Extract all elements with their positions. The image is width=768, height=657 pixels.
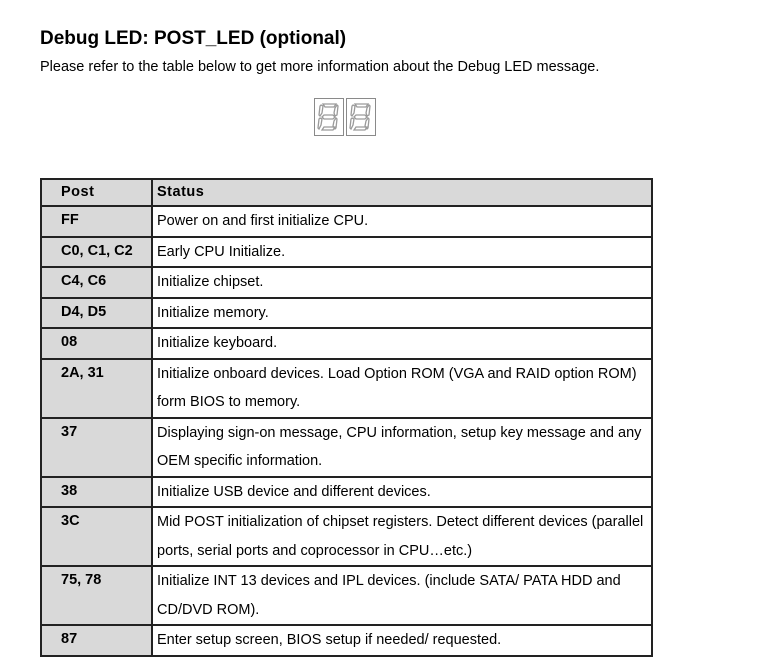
table-row [41, 625, 652, 656]
status-cell: Displaying sign-on message, CPU information, setup key message and any OEM specific information. [152, 418, 652, 477]
post-code-cell: D4, D5 [41, 298, 152, 329]
post-code-cell: FF [41, 206, 152, 237]
table-row [41, 298, 652, 329]
status-cell: Power on and first initialize CPU. [152, 206, 652, 237]
table-row [41, 206, 652, 237]
table-header-row [41, 179, 652, 206]
post-code-cell: 2A, 31 [41, 359, 152, 418]
status-cell: Initialize onboard devices. Load Option ROM (VGA and RAID option ROM) form BIOS to memory. [152, 359, 652, 418]
table-row [41, 566, 652, 625]
status-column-header: Status [152, 179, 652, 206]
table-row [41, 359, 652, 418]
table-row [41, 477, 652, 508]
table-row [41, 237, 652, 268]
status-cell: Mid POST initialization of chipset registers. Detect different devices (parallel ports, serial ports and coprocessor in CPU…etc.) [152, 507, 652, 566]
status-cell: Initialize chipset. [152, 267, 652, 298]
post-code-cell: C0, C1, C2 [41, 237, 152, 268]
table-row [41, 418, 652, 477]
page-heading: Debug LED: POST_LED (optional) [40, 28, 347, 49]
post-code-cell: 75, 78 [41, 566, 152, 625]
post-code-cell: 38 [41, 477, 152, 508]
led-digit-2 [346, 98, 376, 136]
status-cell: Initialize memory. [152, 298, 652, 329]
status-cell: Enter setup screen, BIOS setup if needed/ requested. [152, 625, 652, 656]
post-code-table [40, 178, 653, 657]
post-code-cell: C4, C6 [41, 267, 152, 298]
seven-segment-digit-icon [349, 102, 373, 132]
debug-led-display [314, 98, 376, 136]
status-cell: Initialize keyboard. [152, 328, 652, 359]
status-cell: Early CPU Initialize. [152, 237, 652, 268]
post-code-cell: 37 [41, 418, 152, 477]
post-column-header: Post [41, 179, 152, 206]
seven-segment-digit-icon [317, 102, 341, 132]
table-row [41, 328, 652, 359]
intro-text: Please refer to the table below to get more information about the Debug LED message. [40, 59, 600, 75]
led-digit-1 [314, 98, 344, 136]
post-code-cell: 3C [41, 507, 152, 566]
table-row [41, 267, 652, 298]
status-cell: Initialize INT 13 devices and IPL devices. (include SATA/ PATA HDD and CD/DVD ROM). [152, 566, 652, 625]
post-code-cell: 87 [41, 625, 152, 656]
table-row [41, 507, 652, 566]
post-code-cell: 08 [41, 328, 152, 359]
status-cell: Initialize USB device and different devices. [152, 477, 652, 508]
